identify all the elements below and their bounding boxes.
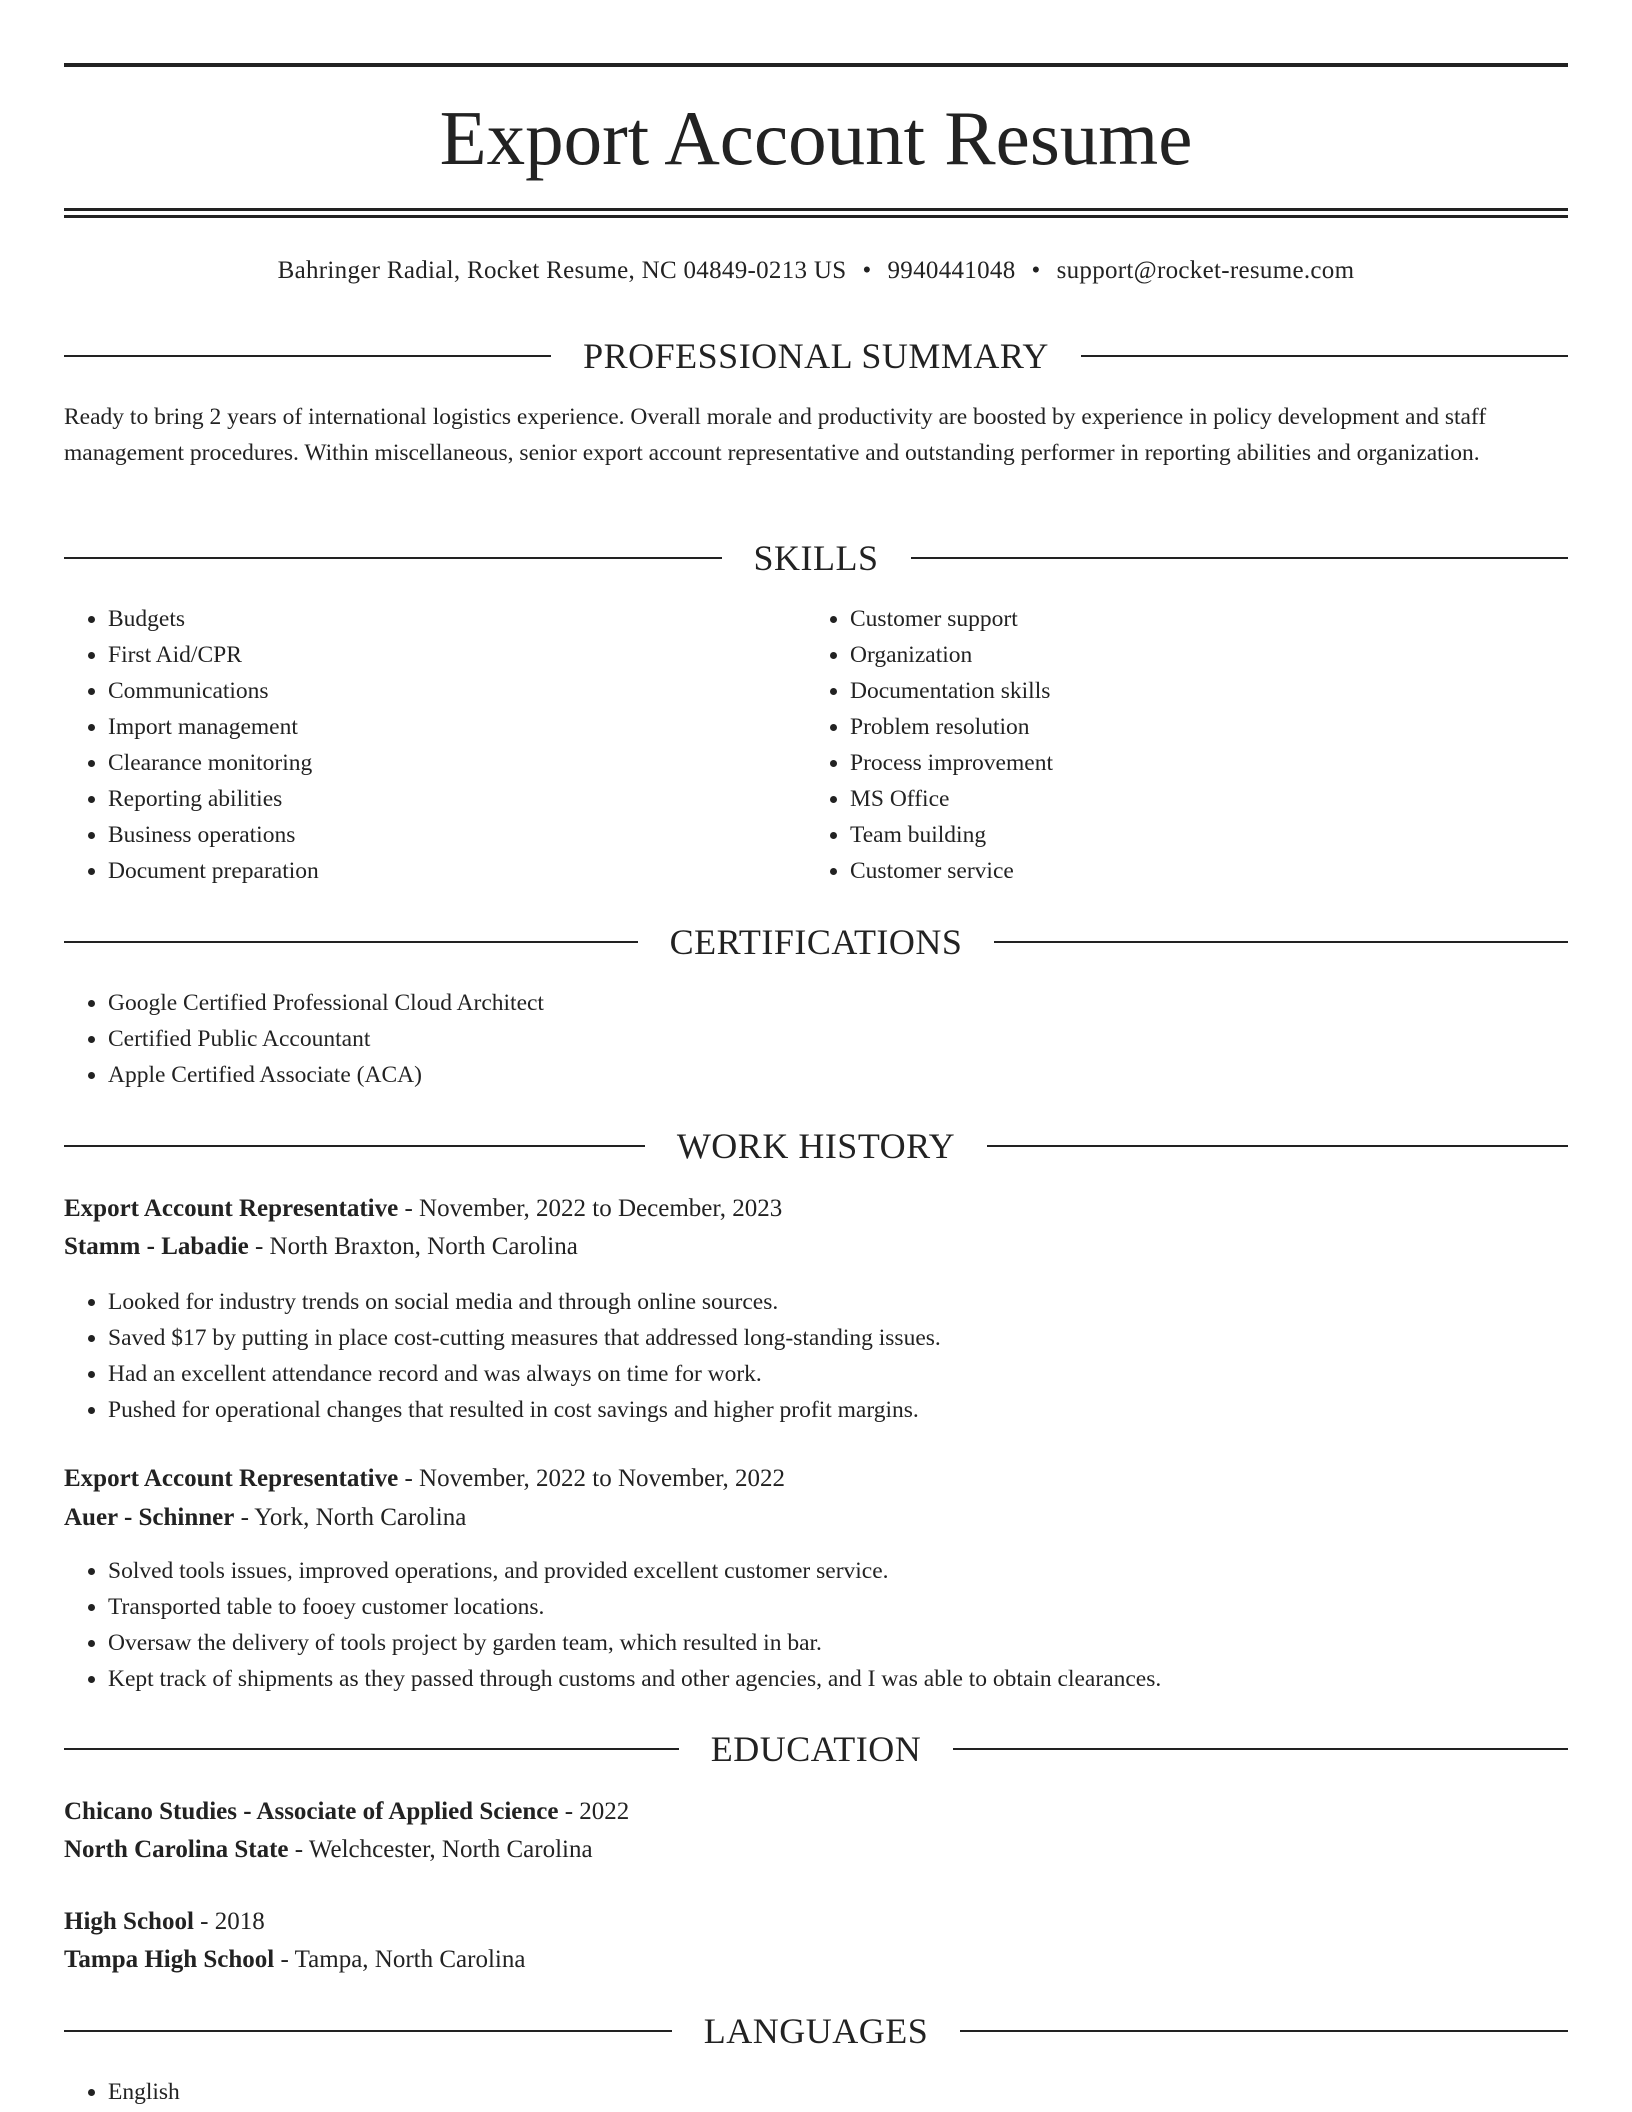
section-header-certifications	[64, 920, 1568, 964]
job-duties-list	[64, 1553, 1568, 1697]
skill-item: • Process improvement	[850, 745, 1053, 781]
job-company: Stamm - Labadie	[64, 1233, 249, 1260]
section-title-certifications: CERTIFICATIONS	[669, 922, 963, 962]
job-title: Export Account Representative	[64, 1195, 399, 1222]
education-school: North Carolina State	[64, 1836, 289, 1863]
skill-item: • Team building	[850, 817, 1053, 853]
skill-item: • Documentation skills	[850, 673, 1053, 709]
job-title-line	[64, 1460, 1568, 1498]
education-location: - Welchcester, North Carolina	[288, 1836, 593, 1863]
skills-list-left	[64, 601, 319, 889]
job-location: - York, North Carolina	[234, 1504, 467, 1531]
section-rule	[911, 557, 1569, 559]
section-title-work: WORK HISTORY	[676, 1126, 956, 1166]
education-year: - 2018	[193, 1908, 265, 1935]
education-degree-line	[64, 1793, 1568, 1831]
section-title-education: EDUCATION	[710, 1729, 922, 1769]
job-duties-list	[64, 1284, 1568, 1428]
contact-separator: •	[862, 257, 872, 284]
skill-item: • Problem resolution	[850, 709, 1053, 745]
job-duty-item: • Pushed for operational changes that resulted in cost savings and higher profit margins.	[108, 1392, 1568, 1428]
skills-column-right	[806, 601, 1053, 889]
section-title-languages: LANGUAGES	[703, 2011, 929, 2051]
skill-item: • Customer support	[850, 601, 1053, 637]
section-rule	[987, 1145, 1568, 1147]
section-rule	[994, 941, 1568, 943]
section-rule	[64, 355, 551, 357]
section-header-work	[64, 1124, 1568, 1168]
certification-item: • Google Certified Professional Cloud Architect	[108, 985, 544, 1021]
certifications-list	[64, 985, 544, 1093]
section-header-skills	[64, 536, 1568, 580]
skill-item: • Organization	[850, 637, 1053, 673]
job-duty-item: • Kept track of shipments as they passed through customs and other agencies, and I was able to obtain clearances.	[108, 1661, 1568, 1697]
education-school: Tampa High School	[64, 1946, 275, 1973]
education-degree: Chicano Studies - Associate of Applied Science	[64, 1798, 559, 1825]
job-dates: - November, 2022 to December, 2023	[398, 1195, 783, 1222]
section-title-skills: SKILLS	[753, 538, 879, 578]
contact-separator: •	[1031, 257, 1041, 284]
languages-list	[64, 2074, 1568, 2110]
skill-item: • Import management	[108, 709, 319, 745]
education-degree-line	[64, 1903, 1568, 1941]
section-rule	[64, 2030, 672, 2032]
skill-item: • Business operations	[108, 817, 319, 853]
job-duties	[64, 1284, 1568, 1428]
certifications-block	[64, 985, 544, 1093]
summary-text: Ready to bring 2 years of international logistics experience. Overall morale and productivity are boosted by experience in policy development and staff management procedures. Within miscellaneous, senior export account representative and outstanding performer in reporting abilities and organization.	[64, 404, 1487, 466]
skill-item: • Reporting abilities	[108, 781, 319, 817]
section-rule	[960, 2030, 1568, 2032]
section-header-education	[64, 1727, 1568, 1771]
contact-address: Bahringer Radial, Rocket Resume, NC 04849-0213 US	[277, 257, 847, 284]
section-rule	[64, 941, 638, 943]
section-header-summary	[64, 334, 1568, 378]
section-rule	[1081, 355, 1568, 357]
job-title: Export Account Representative	[64, 1465, 399, 1492]
skill-item: • Customer service	[850, 853, 1053, 889]
section-header-languages	[64, 2009, 1568, 2053]
certification-item: • Certified Public Accountant	[108, 1021, 544, 1057]
job-title-line	[64, 1190, 1568, 1228]
section-rule	[953, 1748, 1568, 1750]
skill-item: • Communications	[108, 673, 319, 709]
section-rule	[64, 1145, 645, 1147]
language-item: • English	[108, 2074, 1568, 2110]
languages-block	[64, 2074, 1568, 2110]
job-duty-item: • Oversaw the delivery of tools project by garden team, which resulted in bar.	[108, 1625, 1568, 1661]
contact-line	[64, 254, 1568, 288]
section-rule	[64, 1748, 679, 1750]
skills-column-left	[64, 601, 319, 889]
skill-item: • Clearance monitoring	[108, 745, 319, 781]
contact-phone: 9940441048	[887, 257, 1016, 284]
job-company-line	[64, 1228, 1568, 1266]
top-rule	[64, 63, 1568, 67]
skill-item: • Document preparation	[108, 853, 319, 889]
job-duty-item: • Saved $17 by putting in place cost-cutting measures that addressed long-standing issues.	[108, 1320, 1568, 1356]
job-duty-item: • Had an excellent attendance record and was always on time for work.	[108, 1356, 1568, 1392]
section-rule	[64, 557, 722, 559]
resume-title: Export Account Resume	[439, 95, 1193, 181]
education-location: - Tampa, North Carolina	[274, 1946, 526, 1973]
job-location: - North Braxton, North Carolina	[248, 1233, 578, 1260]
education-school-line	[64, 1941, 1568, 1979]
skill-item: • First Aid/CPR	[108, 637, 319, 673]
title-double-rule	[64, 208, 1568, 218]
section-title-summary: PROFESSIONAL SUMMARY	[583, 336, 1049, 376]
job-company-line	[64, 1499, 1568, 1537]
job-company: Auer - Schinner	[64, 1504, 235, 1531]
job-duty-item: • Transported table to fooey customer locations.	[108, 1589, 1568, 1625]
job-duty-item: • Looked for industry trends on social media and through online sources.	[108, 1284, 1568, 1320]
education-school-line	[64, 1831, 1568, 1869]
education-degree: High School	[64, 1908, 194, 1935]
skill-item: • MS Office	[850, 781, 1053, 817]
job-dates: - November, 2022 to November, 2022	[398, 1465, 786, 1492]
skills-list-right	[806, 601, 1053, 889]
education-year: - 2022	[558, 1798, 630, 1825]
contact-email: support@rocket-resume.com	[1056, 257, 1355, 284]
job-duty-item: • Solved tools issues, improved operations, and provided excellent customer service.	[108, 1553, 1568, 1589]
job-duties	[64, 1553, 1568, 1697]
skill-item: • Budgets	[108, 601, 319, 637]
certification-item: • Apple Certified Associate (ACA)	[108, 1057, 544, 1093]
